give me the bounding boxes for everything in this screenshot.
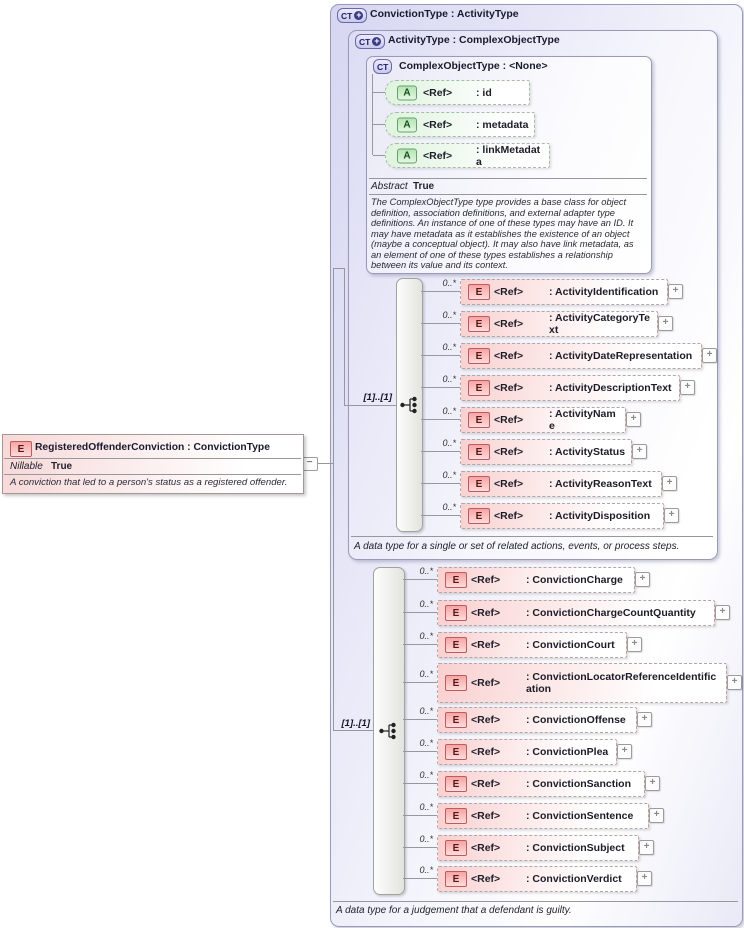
registered-offender-conviction-box[interactable] — [2, 434, 304, 494]
connector-line — [421, 291, 460, 292]
element-badge: E — [468, 412, 490, 428]
connector-line — [403, 612, 437, 613]
multiplicity-label: 0..* — [442, 406, 456, 416]
connector-line — [373, 155, 385, 156]
element-name: : ActivityReasonText — [549, 478, 652, 490]
expand-icon[interactable]: + — [645, 776, 660, 791]
ref-label: <Ref> — [471, 639, 501, 651]
multiplicity-label: 0..* — [419, 770, 433, 780]
connector-line — [421, 355, 460, 356]
attribute-badge: A — [397, 117, 417, 132]
element-badge: E — [445, 744, 467, 760]
expand-icon[interactable]: + — [662, 476, 677, 491]
separator-line — [369, 178, 647, 179]
connector-line — [403, 815, 437, 816]
expand-icon[interactable]: + — [658, 316, 673, 331]
sequence-group-bar — [396, 278, 423, 532]
connector-line — [421, 323, 460, 324]
connector-line — [421, 483, 460, 484]
element-row[interactable] — [437, 835, 639, 861]
separator-line — [369, 194, 647, 195]
element-row[interactable] — [437, 567, 635, 593]
ref-label: <Ref> — [423, 118, 453, 131]
multiplicity-label: 0..* — [442, 342, 456, 352]
expand-icon[interactable]: + — [639, 840, 654, 855]
element-row[interactable] — [460, 503, 664, 529]
connector-line — [372, 74, 373, 155]
complex-type-badge — [355, 34, 385, 49]
ref-label: <Ref> — [494, 446, 524, 458]
badge-label: CT — [377, 61, 389, 72]
connector-line — [421, 387, 460, 388]
separator-line — [333, 901, 738, 902]
element-row[interactable] — [460, 311, 658, 337]
element-badge: E — [468, 476, 490, 492]
ref-label: <Ref> — [471, 607, 501, 619]
ref-label: <Ref> — [494, 414, 524, 426]
element-badge: E — [445, 712, 467, 728]
element-name: : ConvictionPlea — [526, 746, 609, 758]
element-badge: E — [445, 776, 467, 792]
sequence-icon — [400, 396, 419, 414]
element-row[interactable] — [460, 471, 662, 497]
element-badge: E — [468, 348, 490, 364]
multiplicity-label: 0..* — [419, 802, 433, 812]
ref-label: <Ref> — [471, 778, 501, 790]
element-name: : ActivityName — [549, 408, 616, 432]
ref-label: <Ref> — [494, 350, 524, 362]
element-name: : ActivityDateRepresentation — [549, 350, 693, 362]
connector-line — [373, 124, 385, 125]
element-badge: E — [10, 441, 32, 457]
expand-icon[interactable]: + — [649, 808, 664, 823]
element-badge: E — [468, 380, 490, 396]
element-name: : ConvictionChargeCountQuantity — [526, 607, 696, 619]
element-badge: E — [445, 572, 467, 588]
ref-label: <Ref> — [423, 149, 453, 162]
connector-line — [403, 644, 437, 645]
derived-type-plus-icon: + — [356, 10, 362, 20]
connector-line — [403, 682, 437, 683]
element-name: : ActivityIdentification — [549, 286, 659, 298]
ref-label: <Ref> — [494, 478, 524, 490]
ref-label: <Ref> — [471, 574, 501, 586]
element-badge: E — [445, 840, 467, 856]
ref-label: <Ref> — [471, 677, 501, 689]
ref-label: <Ref> — [471, 746, 501, 758]
connector-line — [333, 730, 373, 731]
connector-line — [421, 451, 460, 452]
element-row[interactable] — [460, 439, 632, 465]
element-badge: E — [468, 316, 490, 332]
multiplicity-label: 0..* — [419, 599, 433, 609]
element-name: : ConvictionCharge — [526, 574, 623, 586]
abstract-label: Abstract — [371, 181, 408, 192]
ref-label: <Ref> — [471, 873, 501, 885]
element-badge: E — [445, 637, 467, 653]
element-name: : ActivityCategoryText — [549, 312, 650, 336]
element-row[interactable] — [437, 600, 715, 626]
badge-label: CT — [341, 10, 353, 21]
sequence-icon — [379, 722, 398, 740]
multiplicity-label: 0..* — [419, 669, 433, 679]
element-row[interactable] — [437, 663, 727, 703]
element-name: : ActivityDisposition — [549, 510, 651, 522]
activity-type-footer: A data type for a single or set of related actions, events, or process steps. — [354, 541, 680, 552]
element-badge: E — [445, 675, 467, 691]
sequence-group-bar — [373, 567, 405, 895]
attribute-row[interactable] — [385, 80, 530, 105]
element-name: : ConvictionSanction — [526, 778, 631, 790]
expand-icon[interactable]: + — [637, 712, 652, 727]
expand-icon[interactable]: + — [680, 380, 695, 395]
ref-label: <Ref> — [471, 810, 501, 822]
nillable-value: True — [51, 461, 73, 472]
expand-icon[interactable]: + — [635, 572, 650, 587]
element-badge: E — [445, 871, 467, 887]
group-multiplicity: [1]..[1] — [341, 718, 370, 729]
connector-line — [333, 268, 334, 731]
attribute-name: : metadata — [476, 118, 529, 131]
multiplicity-label: 0..* — [442, 278, 456, 288]
ref-label: <Ref> — [494, 286, 524, 298]
connector-line — [317, 463, 333, 464]
element-row[interactable] — [460, 375, 680, 401]
element-row[interactable] — [460, 407, 626, 433]
element-row[interactable] — [460, 343, 702, 369]
expand-icon[interactable]: + — [617, 744, 632, 759]
element-row[interactable] — [437, 707, 637, 733]
expand-icon[interactable]: + — [637, 871, 652, 886]
attribute-name: : linkMetadata — [476, 143, 541, 168]
connector-line — [403, 847, 437, 848]
complex-object-type-description: The ComplexObjectType type provides a base class for object definition, association definitions, and external adapter type definitions. An instance of one of these types may have an ID. It may have metadata as it establishes the existence of an object (maybe a conceptual object). It may also have link metadata, as an element of one of these types establishes a relationship between its value and its context. — [371, 197, 634, 270]
separator-line — [4, 474, 301, 475]
element-badge: E — [468, 444, 490, 460]
complex-type-badge — [373, 59, 392, 74]
conviction-type-title: ConvictionType : ActivityType — [370, 8, 519, 20]
ref-label: <Ref> — [494, 382, 524, 394]
ref-label: <Ref> — [471, 714, 501, 726]
element-row[interactable] — [437, 632, 627, 658]
separator-line — [4, 458, 301, 459]
abstract-value: True — [413, 181, 435, 192]
multiplicity-label: 0..* — [419, 865, 433, 875]
expand-icon[interactable]: + — [627, 637, 642, 652]
expand-icon[interactable]: + — [664, 508, 679, 523]
ref-label: <Ref> — [494, 318, 524, 330]
multiplicity-label: 0..* — [442, 438, 456, 448]
connector-line — [403, 783, 437, 784]
multiplicity-label: 0..* — [442, 502, 456, 512]
attribute-row[interactable] — [385, 143, 550, 168]
element-row[interactable] — [437, 771, 645, 797]
multiplicity-label: 0..* — [419, 834, 433, 844]
multiplicity-label: 0..* — [419, 738, 433, 748]
connector-line — [344, 405, 396, 406]
element-badge: E — [445, 808, 467, 824]
attribute-name: : id — [476, 86, 492, 99]
expand-icon[interactable]: + — [702, 348, 717, 363]
expand-icon[interactable]: + — [727, 675, 742, 690]
connector-line — [403, 719, 437, 720]
derived-type-plus-icon: + — [374, 36, 380, 46]
element-row[interactable] — [437, 866, 637, 892]
connector-line — [421, 515, 460, 516]
separator-line — [351, 536, 713, 537]
attribute-row[interactable] — [385, 112, 535, 137]
multiplicity-label: 0..* — [419, 566, 433, 576]
nillable-label: Nillable — [10, 461, 43, 472]
ref-label: <Ref> — [471, 842, 501, 854]
group-multiplicity: [1]..[1] — [363, 392, 392, 403]
element-row[interactable] — [437, 739, 617, 765]
connector-line — [421, 419, 460, 420]
multiplicity-label: 0..* — [442, 310, 456, 320]
badge-label: CT — [359, 36, 371, 47]
element-name: : ConvictionOffense — [526, 714, 626, 726]
complex-object-type-title: ComplexObjectType : <None> — [399, 60, 548, 72]
connector-line — [403, 878, 437, 879]
multiplicity-label: 0..* — [442, 470, 456, 480]
element-row[interactable] — [460, 279, 668, 305]
complex-type-badge — [337, 8, 367, 23]
attribute-badge: A — [397, 85, 417, 100]
ref-label: <Ref> — [494, 510, 524, 522]
element-name: : ActivityStatus — [549, 446, 626, 458]
ref-label: <Ref> — [423, 86, 453, 99]
left-element-description: A conviction that led to a person's status as a registered offender. — [10, 477, 288, 488]
collapse-icon[interactable]: − — [301, 457, 318, 471]
multiplicity-label: 0..* — [442, 374, 456, 384]
connector-line — [403, 579, 437, 580]
multiplicity-label: 0..* — [419, 631, 433, 641]
left-element-title: RegisteredOffenderConviction : ConvictionType — [35, 442, 270, 453]
expand-icon[interactable]: + — [668, 284, 683, 299]
element-row[interactable] — [437, 803, 649, 829]
expand-icon[interactable]: + — [715, 605, 730, 620]
element-badge: E — [445, 605, 467, 621]
expand-icon[interactable]: + — [632, 444, 647, 459]
element-name: : ActivityDescriptionText — [549, 382, 672, 394]
activity-type-title: ActivityType : ComplexObjectType — [388, 34, 560, 46]
element-name: : ConvictionSubject — [526, 842, 625, 854]
element-name: : ConvictionVerdict — [526, 873, 622, 885]
connector-line — [403, 751, 437, 752]
connector-line — [344, 268, 345, 406]
expand-icon[interactable]: + — [626, 412, 641, 427]
element-badge: E — [468, 508, 490, 524]
element-name: : ConvictionSentence — [526, 810, 634, 822]
element-name: : ConvictionCourt — [526, 639, 615, 651]
multiplicity-label: 0..* — [419, 706, 433, 716]
element-badge: E — [468, 284, 490, 300]
connector-line — [373, 92, 385, 93]
conviction-type-footer: A data type for a judgement that a defendant is guilty. — [336, 905, 572, 916]
element-name: : ConvictionLocatorReferenceIdentification — [526, 671, 717, 695]
attribute-badge: A — [397, 148, 417, 163]
